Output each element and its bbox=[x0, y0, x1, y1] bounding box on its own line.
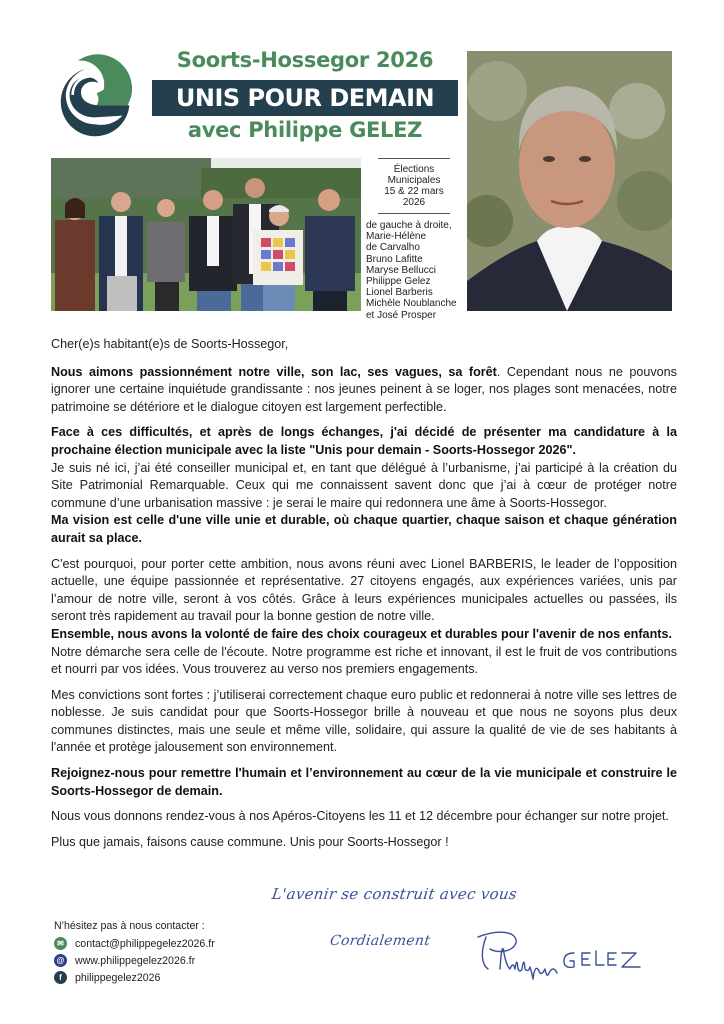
election-dates bbox=[366, 158, 462, 214]
facebook-icon: f bbox=[54, 971, 67, 984]
caption-intro: de gauche à droite, bbox=[366, 220, 452, 231]
intro-text: . Cependant nous ne pouvons ignorer une certaine inquiétude grandissante : nos jeunes peinent à se loger, nos plages sont menacées, notre patrimoine se détériore et le dialogue citoyen est largement perfectible. bbox=[51, 364, 677, 414]
contact-facebook-label[interactable]: philippegelez2026 bbox=[75, 971, 161, 984]
at-icon: @ bbox=[54, 954, 67, 967]
contact-email[interactable] bbox=[54, 935, 215, 952]
divider bbox=[378, 213, 450, 214]
team-text: C'est pourquoi, pour porter cette ambition, nous avons réuni avec Lionel BARBERIS, le leader de l’opposition actuelle, une équipe passionnée et représentative. 27 citoyens engagés, aux expériences variées, unis par l’amour de notre ville, seront à vos côtés. Grâce à leurs expériences municipales actuelles ou passées, ils seront très rapidement au travail pour la bonne gestion de notre ville. bbox=[51, 556, 677, 624]
greeting: Cher(e)s habitant(e)s de Soorts-Hossegor, bbox=[51, 337, 289, 351]
campaign-logo bbox=[52, 52, 138, 138]
election-line: 15 & 22 mars bbox=[384, 186, 444, 197]
contact-website-label[interactable]: www.philippegelez2026.fr bbox=[75, 954, 196, 967]
candidacy-text: Je suis né ici, j’ai été conseiller municipal et, en tant que délégué à l’urbanisme, j’ai participé à la création du Site Patrimonial Remarquable. Ceux qui me connaissent savent donc que j’ai à cœur de protéger notre commune d’une urbanisation massive : je serai le maire qui redonnera une âme à Soorts-Hossegor. bbox=[51, 460, 677, 510]
contact-heading: N’hésitez pas à nous contacter : bbox=[54, 920, 205, 932]
contact-facebook[interactable] bbox=[54, 969, 215, 986]
caption-name: et José Prosper bbox=[366, 309, 437, 321]
contact-website[interactable] bbox=[54, 952, 215, 969]
title-candidate: avec Philippe GELEZ bbox=[187, 118, 423, 142]
handwritten-signature bbox=[268, 873, 658, 983]
title-town-year: Soorts-Hossegor 2026 bbox=[176, 48, 434, 72]
paragraph-call bbox=[51, 765, 677, 800]
team-end: Notre démarche sera celle de l'écoute. Notre programme est riche et innovant, il est le fruit de vos contributions et nourri par vos idées. Vous trouverez au verso nos premiers engagements. bbox=[51, 644, 677, 677]
contact-email-label[interactable]: contact@philippegelez2026.fr bbox=[75, 937, 215, 950]
caption-name: Marie-Hélène bbox=[366, 231, 427, 243]
paragraph-closing: Plus que jamais, faisons cause commune. Unis pour Soorts-Hossegor ! bbox=[51, 834, 449, 849]
paragraph-intro bbox=[51, 364, 677, 417]
contact-block bbox=[54, 920, 215, 986]
election-line: 2026 bbox=[402, 197, 426, 208]
caption-name: de Carvalho bbox=[366, 242, 420, 254]
paragraph-candidacy bbox=[51, 424, 677, 547]
candidacy-bold: Face à ces difficultés, et après de longs échanges, j'ai décidé de présenter ma candidature à la prochaine élection municipale avec la liste "Unis pour demain - Soorts-Hossegor 2026". bbox=[51, 425, 677, 457]
signature-motto: L'avenir se construit avec vous bbox=[270, 885, 519, 903]
photo-caption bbox=[366, 220, 466, 321]
caption-name: Lionel Barberis bbox=[366, 287, 433, 299]
caption-name: Michèle Noublanche bbox=[366, 298, 457, 310]
signature-closing: Cordialement bbox=[328, 933, 432, 949]
paragraph-convictions: Mes convictions sont fortes : j’utiliserai correctement chaque euro public et redonnerai à notre ville ses lettres de noblesse. Je suis candidat pour que Soorts-Hossegor brille à nouveau et que nous ne soyons plus deux communes distinctes, mais une seule et même ville, solidaire, qui assure la qualité de vie de ses habitants à l'année et protège jalousement son environnement. bbox=[51, 687, 677, 755]
caption-name: Bruno Lafitte bbox=[366, 253, 423, 265]
team-photo bbox=[51, 158, 361, 311]
caption-name: Maryse Bellucci bbox=[366, 264, 437, 276]
title-slogan: UNIS POUR DEMAIN bbox=[152, 80, 458, 116]
mail-icon: ✉ bbox=[54, 937, 67, 950]
paragraph-team bbox=[51, 556, 677, 679]
election-line: Municipales bbox=[387, 175, 441, 186]
election-line: Élections bbox=[393, 164, 435, 175]
intro-bold: Nous aimons passionnément notre ville, son lac, ses vagues, sa forêt bbox=[51, 364, 497, 379]
divider bbox=[378, 158, 450, 159]
vision-bold: Ma vision est celle d'une ville unie et durable, où chaque quartier, chaque saison et chaque génération aurait sa place. bbox=[51, 513, 677, 545]
candidate-portrait bbox=[467, 51, 672, 311]
call-bold: Rejoignez-nous pour remettre l'humain et l’environnement au cœur de la vie municipale et construire le Soorts-Hossegor de demain. bbox=[51, 766, 677, 798]
paragraph-meeting: Nous vous donnons rendez-vous à nos Apéros-Citoyens les 11 et 12 décembre pour échanger sur notre projet. bbox=[51, 809, 669, 824]
caption-name: Philippe Gelez bbox=[366, 276, 431, 288]
team-bold: Ensemble, nous avons la volonté de faire des choix courageux et durables pour l'avenir de nos enfants. bbox=[51, 626, 672, 641]
letter-body bbox=[51, 336, 677, 859]
